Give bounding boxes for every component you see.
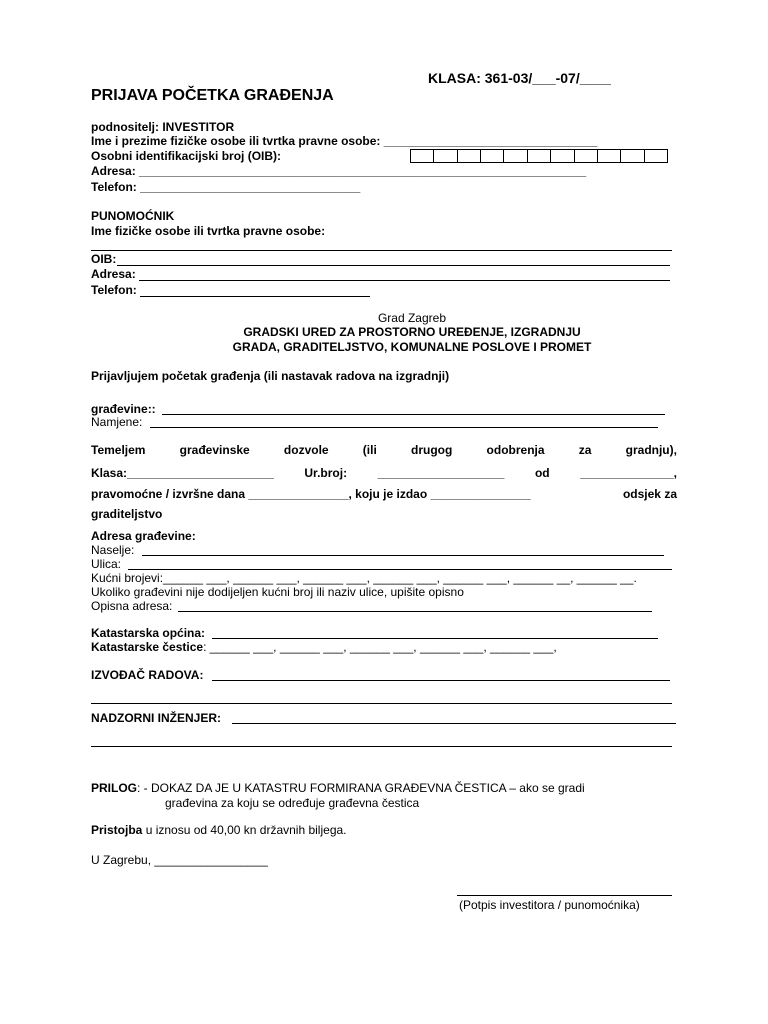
- ulica-label: Ulica:: [91, 557, 122, 571]
- temeljem-word: gradnju),: [625, 443, 677, 457]
- signature-line[interactable]: [457, 895, 672, 896]
- punomocnik-address-label: Adresa:: [91, 267, 136, 281]
- opisna-adresa-label: Opisna adresa:: [91, 599, 173, 613]
- temeljem-word: građevinske: [179, 443, 250, 457]
- adresa-gradevine-heading: Adresa građevine:: [91, 529, 196, 543]
- ukoliko-note: Ukoliko građevini nije dodijeljen kućni broj ili naziv ulice, upišite opisno: [91, 585, 464, 599]
- naselje-label: Naselje:: [91, 543, 135, 557]
- pristojba-text: u iznosu od 40,00 kn državnih biljega.: [142, 823, 347, 837]
- permit-date-field[interactable]: ______________,: [580, 466, 677, 480]
- recipient-office-line1: GRADSKI URED ZA PROSTORNO UREĐENJE, IZGRADNJU: [243, 325, 581, 339]
- temeljem-row: [91, 443, 677, 457]
- punomocnik-name-line[interactable]: [91, 250, 672, 251]
- punomocnik-address-line[interactable]: [139, 280, 670, 281]
- prilog-text: : - DOKAZ DA JE U KATASTRU FORMIRANA GRAĐEVNA ČESTICA – ako se gradi: [137, 781, 585, 795]
- oib-digit-box[interactable]: [411, 150, 434, 162]
- opisna-adresa-line[interactable]: [178, 611, 652, 612]
- oib-digit-box[interactable]: [481, 150, 504, 162]
- recipient-office-line2: GRADA, GRADITELJSTVO, KOMUNALNE POSLOVE I PROMET: [232, 340, 592, 354]
- nadzorni-line-2[interactable]: [91, 746, 672, 747]
- oib-digit-box[interactable]: [434, 150, 457, 162]
- katastarske-cestice-field[interactable]: [91, 640, 557, 654]
- punomocnik-phone-label: Telefon:: [91, 283, 137, 297]
- klasa-urbroj-row[interactable]: [91, 466, 677, 480]
- katastarske-cestice-blanks[interactable]: : ______ ___, ______ ___, ______ ___, ______ ___, ______ ___,: [203, 640, 557, 654]
- prijava-statement: Prijavljujem početak građenja (ili nastavak radova na izgradnji): [91, 369, 450, 383]
- naselje-line[interactable]: [142, 555, 664, 556]
- temeljem-word: za: [578, 443, 592, 457]
- kucni-brojevi-field[interactable]: Kućni brojevi:______ ___, ______ ___, ______ ___, ______ ___, ______ ___, ______ __, ______ __.: [91, 571, 637, 585]
- nadzorni-inzenjer-label: NADZORNI INŽENJER:: [91, 711, 222, 725]
- punomocnik-oib-line[interactable]: [117, 265, 670, 266]
- oib-digit-box[interactable]: [598, 150, 621, 162]
- pravomocne-row[interactable]: [91, 487, 677, 501]
- investitor-name-field[interactable]: Ime i prezime fizičke osobe ili tvrtka pravne osobe: ________________________________: [91, 134, 598, 148]
- temeljem-word: Temeljem: [91, 443, 146, 457]
- ulica-line[interactable]: [128, 569, 672, 570]
- recipient-city: Grad Zagreb: [377, 311, 447, 325]
- prilog-label: PRILOG: [91, 781, 138, 795]
- oib-digit-box[interactable]: [528, 150, 551, 162]
- oib-digit-box[interactable]: [645, 150, 667, 162]
- investitor-oib-label: Osobni identifikacijski broj (OIB):: [91, 149, 282, 163]
- katastarska-opcina-line[interactable]: [212, 638, 658, 639]
- temeljem-word: (ili: [362, 443, 377, 457]
- permit-urbroj-label: Ur.broj:: [304, 466, 348, 480]
- katastarska-opcina-label: Katastarska općina:: [91, 626, 206, 640]
- pristojba-label: Pristojba: [91, 823, 143, 837]
- permit-urbroj-field[interactable]: ___________________: [377, 466, 505, 480]
- investitor-phone-field[interactable]: Telefon: _________________________________: [91, 180, 361, 194]
- permit-klasa-field[interactable]: Klasa:______________________: [91, 466, 274, 480]
- izvodac-line-1[interactable]: [212, 680, 670, 681]
- namjene-line[interactable]: [150, 427, 658, 428]
- nadzorni-line-1[interactable]: [232, 723, 676, 724]
- investitor-address-field[interactable]: Adresa: ___________________________________________________________________: [91, 164, 587, 178]
- izvodac-line-2[interactable]: [91, 703, 672, 704]
- mjesto-datum-field[interactable]: U Zagrebu, _________________: [91, 853, 268, 867]
- oib-digit-box[interactable]: [551, 150, 574, 162]
- temeljem-word: dozvole: [283, 443, 329, 457]
- temeljem-word: odobrenja: [486, 443, 545, 457]
- gradevine-line[interactable]: [162, 414, 665, 415]
- namjene-label: Namjene:: [91, 415, 143, 429]
- odsjek-text: odsjek za: [622, 487, 677, 501]
- oib-digit-box[interactable]: [504, 150, 527, 162]
- oib-digit-box[interactable]: [621, 150, 644, 162]
- gradevine-label: građevine::: [91, 402, 156, 416]
- katastarske-cestice-label: Katastarske čestice: [91, 640, 204, 654]
- klasa-header: KLASA: 361-03/___-07/____: [428, 70, 611, 86]
- punomocnik-heading: PUNOMOĆNIK: [91, 209, 175, 223]
- izvodac-label: IZVOĐAČ RADOVA:: [91, 668, 204, 682]
- punomocnik-name-label: Ime fizičke osobe ili tvrtka pravne osobe:: [91, 224, 326, 238]
- pravomocne-text[interactable]: pravomoćne / izvršne dana _______________, koju je izdao _______________: [91, 487, 531, 501]
- signature-caption: (Potpis investitora / punomoćnika): [459, 898, 640, 912]
- punomocnik-oib-label: OIB:: [91, 252, 117, 266]
- prilog-line2: građevina za koju se određuje građevna čestica: [165, 796, 420, 810]
- oib-digit-box[interactable]: [575, 150, 598, 162]
- permit-od-label: od: [534, 466, 550, 480]
- prilog-line1: [91, 781, 677, 795]
- pristojba-line: [91, 823, 347, 837]
- podnositelj-label: podnositelj: INVESTITOR: [91, 120, 235, 134]
- graditeljstvo-text: graditeljstvo: [91, 507, 163, 521]
- temeljem-word: drugog: [411, 443, 453, 457]
- punomocnik-phone-line[interactable]: [140, 296, 370, 297]
- investitor-oib-boxes[interactable]: [410, 149, 668, 163]
- form-title: PRIJAVA POČETKA GRAĐENJA: [91, 87, 334, 104]
- oib-digit-box[interactable]: [458, 150, 481, 162]
